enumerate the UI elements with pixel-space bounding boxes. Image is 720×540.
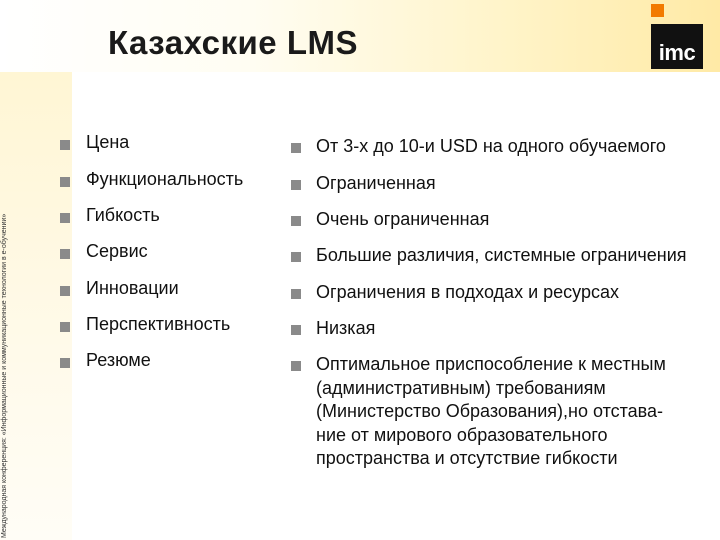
bullet-square-icon: [291, 216, 301, 226]
bullet-square-icon: [60, 322, 70, 332]
value-line: (Министерство Образования),но отстава-: [316, 401, 664, 421]
bullet-square-icon: [60, 249, 70, 259]
row-label: Цена: [86, 132, 130, 152]
logo-orange-square: [651, 4, 664, 17]
row-value: От 3-х до 10-и USD на одного обучаемого: [316, 136, 666, 156]
row-label: Гибкость: [86, 205, 160, 225]
bullet-square-icon: [60, 140, 70, 150]
logo-text: imc: [658, 40, 696, 65]
row-value: Большие различия, системные ограничения: [316, 245, 687, 265]
value-line: (административным) требованиям: [316, 377, 606, 398]
row-value-multiline: [316, 353, 714, 471]
slide-title: Казахские LMS: [108, 24, 358, 61]
bullet-square-icon: [60, 177, 70, 187]
row-value: Ограничения в подходах и ресурсах: [316, 282, 619, 302]
bullet-square-icon: [291, 325, 301, 335]
bullet-square-icon: [291, 180, 301, 190]
bullet-square-icon: [60, 286, 70, 296]
row-label: Сервис: [86, 241, 148, 261]
row-label: Резюме: [86, 350, 151, 370]
row-value: Очень ограниченная: [316, 209, 490, 229]
value-line: пространства и отсутствие гибкости: [316, 448, 618, 468]
row-label: Перспективность: [86, 314, 231, 334]
bullet-square-icon: [60, 213, 70, 223]
value-line: ние от мирового образовательного: [316, 424, 608, 445]
side-caption: Международная конференция: «Информационные и коммуникационные технологии в е-обучении»: [1, 213, 8, 538]
bullet-square-icon: [291, 252, 301, 262]
logo-block: [651, 24, 703, 69]
row-value: Ограниченная: [316, 173, 436, 193]
row-value: Низкая: [316, 318, 376, 338]
bullet-square-icon: [291, 289, 301, 299]
bullet-square-icon: [291, 143, 301, 153]
value-line: Оптимальное приспособление к местным: [316, 354, 666, 374]
bullet-square-icon: [291, 361, 301, 371]
row-label: Инновации: [86, 278, 179, 298]
row-label: Функциональность: [86, 169, 244, 189]
bullet-square-icon: [60, 358, 70, 368]
